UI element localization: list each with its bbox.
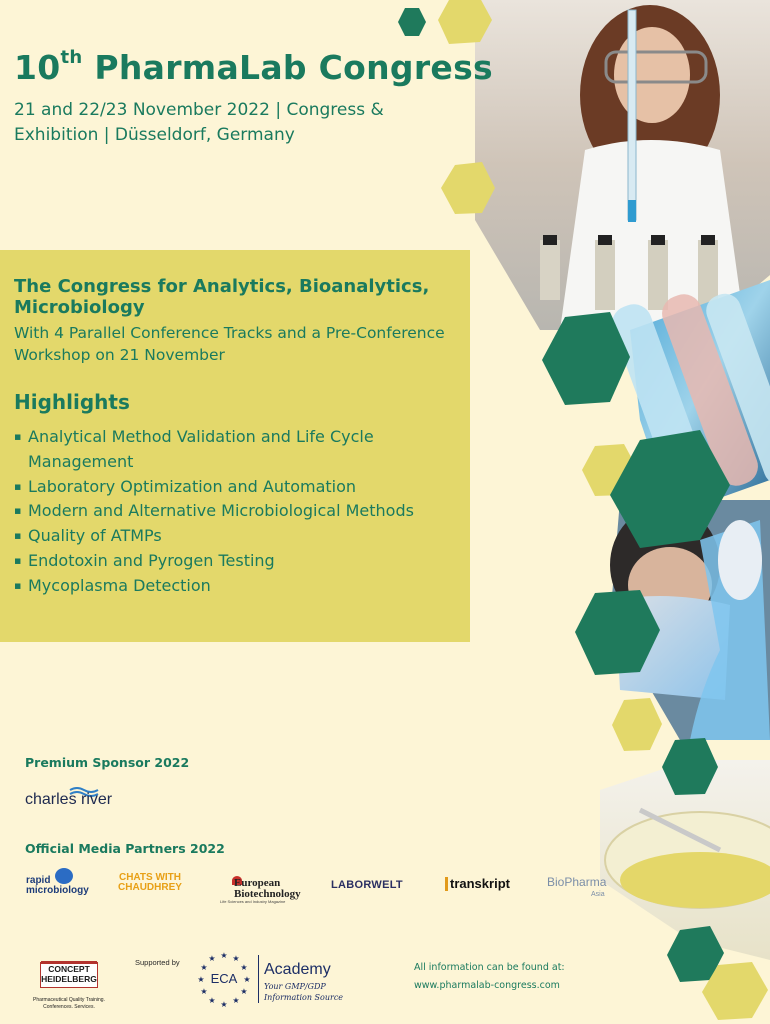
congress-heading: The Congress for Analytics, Bioanalytics, Microbiology [14, 276, 430, 318]
supported-by-label: Supported by [135, 958, 180, 967]
hexagon-shape [612, 698, 662, 751]
svg-text:★: ★ [220, 951, 228, 960]
title-number: 10 [14, 48, 61, 87]
highlight-item: ▪ Mycoplasma Detection [14, 574, 454, 599]
svg-text:★: ★ [208, 954, 216, 963]
european-biotechnology-logo: European Biotechnology [234, 877, 301, 900]
charles-river-logo: charles river [25, 791, 113, 808]
eca-divider [258, 955, 259, 1003]
svg-text:★: ★ [197, 975, 205, 984]
congress-subheading: With 4 Parallel Conference Tracks and a Pre-Conference Workshop on 21 November [14, 324, 445, 364]
hexagon-shape [398, 8, 426, 36]
highlight-item: ▪ Modern and Alternative Microbiological Methods [14, 499, 454, 524]
laborwelt-logo: LABORWELT [331, 879, 403, 891]
concept-heidelberg-tagline: Pharmaceutical Quality Training. Conferences. Services. [33, 997, 105, 1010]
info-line: All information can be found at: [414, 962, 565, 973]
svg-text:★: ★ [232, 996, 240, 1005]
highlight-item: ▪ Quality of ATMPs [14, 524, 454, 549]
rapid-microbiology-logo: rapid microbiology [26, 875, 89, 896]
highlight-item: ▪ Laboratory Optimization and Automation [14, 475, 454, 500]
svg-text:★: ★ [240, 963, 248, 972]
biopharma-asia-suffix: Asia [591, 891, 605, 898]
svg-text:★: ★ [232, 954, 240, 963]
event-subtitle: 21 and 22/23 November 2022 | Congress & Exhibition | Düsseldorf, Germany [14, 100, 384, 145]
svg-text:★: ★ [208, 996, 216, 1005]
premium-sponsor-label: Premium Sponsor 2022 [25, 755, 190, 770]
title-text: PharmaLab Congress [94, 48, 493, 87]
highlights-list [14, 425, 454, 599]
highlight-item: ▪ Endotoxin and Pyrogen Testing [14, 549, 454, 574]
svg-text:★: ★ [243, 975, 251, 984]
svg-text:★: ★ [220, 1000, 228, 1009]
media-partners-label: Official Media Partners 2022 [25, 841, 225, 856]
biopharma-asia-logo: BioPharma [547, 875, 607, 889]
transkript-logo: transkript [445, 877, 510, 891]
svg-text:★: ★ [240, 987, 248, 996]
congress-title [14, 48, 493, 87]
website-link[interactable]: www.pharmalab-congress.com [414, 980, 560, 991]
european-biotechnology-tagline: Life Sciences and Industry Magazine [220, 899, 286, 904]
svg-text:★: ★ [200, 963, 208, 972]
svg-text:★: ★ [200, 987, 208, 996]
scientist-photo [475, 0, 770, 330]
highlight-item: ▪ Analytical Method Validation and Life Cycle Management [14, 425, 454, 475]
eca-logo: ECA [210, 971, 238, 986]
eca-academy-label: Academy [264, 961, 331, 978]
title-ordinal: th [60, 47, 83, 68]
eca-academy-tagline: Your GMP/GDP Information Source [264, 982, 344, 1002]
chats-with-chaudhrey-logo: CHATS WITH CHAUDHREY [118, 872, 182, 893]
highlights-title: Highlights [14, 390, 130, 414]
concept-heidelberg-name: CONCEPT HEIDELBERG [41, 964, 97, 984]
